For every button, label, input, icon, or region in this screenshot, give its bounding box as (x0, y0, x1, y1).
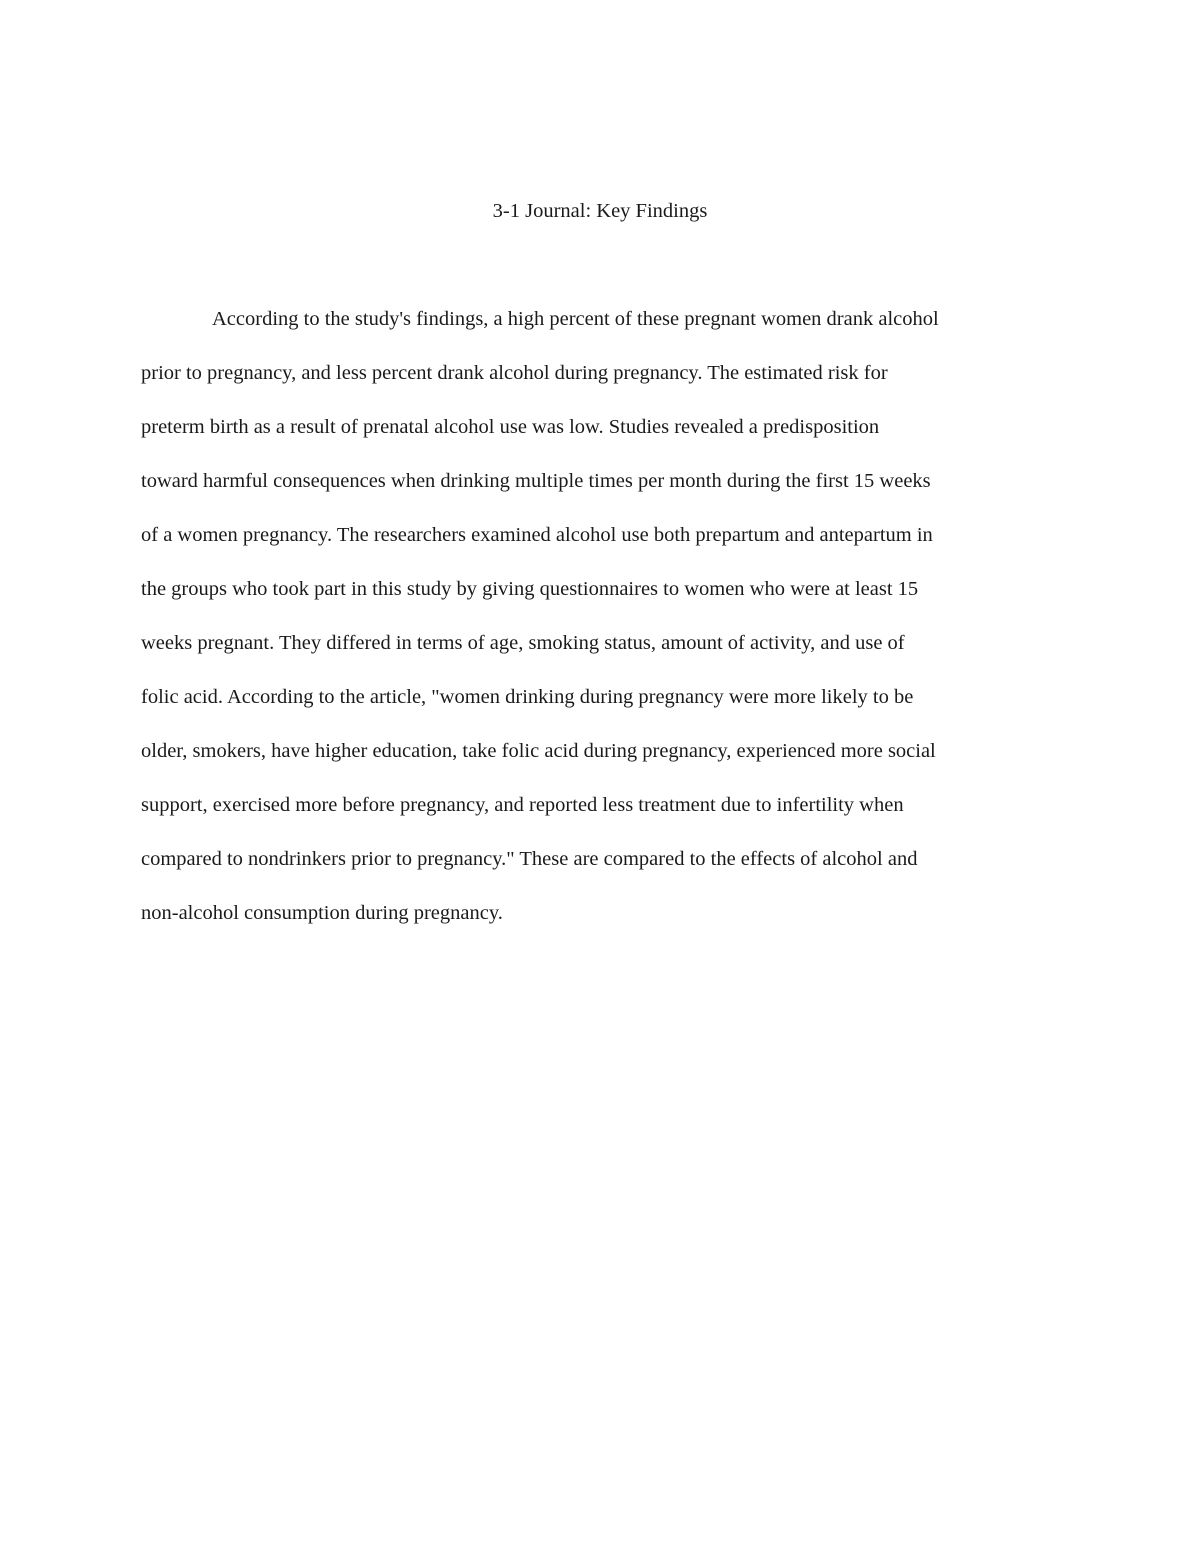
paragraph-line: compared to nondrinkers prior to pregnancy." These are compared to the effects of alcohol and (141, 848, 918, 870)
paragraph-line: According to the study's findings, a high percent of these pregnant women drank alcohol (212, 308, 939, 330)
paragraph-line: of a women pregnancy. The researchers examined alcohol use both prepartum and antepartum in (141, 524, 933, 546)
paragraph-line: non-alcohol consumption during pregnancy. (141, 902, 503, 924)
paragraph-line: support, exercised more before pregnancy, and reported less treatment due to infertility when (141, 794, 904, 816)
paragraph-line: folic acid. According to the article, "women drinking during pregnancy were more likely to be (141, 686, 914, 708)
document-title: 3-1 Journal: Key Findings (492, 200, 708, 222)
paragraph-line: preterm birth as a result of prenatal alcohol use was low. Studies revealed a predisposition (141, 416, 880, 438)
paragraph-line: older, smokers, have higher education, take folic acid during pregnancy, experienced more social (141, 740, 936, 762)
paragraph-line: weeks pregnant. They differed in terms of age, smoking status, amount of activity, and use of (141, 632, 905, 654)
paragraph-line: the groups who took part in this study by giving questionnaires to women who were at least 15 (141, 578, 919, 600)
paragraph-line: toward harmful consequences when drinking multiple times per month during the first 15 weeks (141, 470, 931, 492)
paragraph-line: prior to pregnancy, and less percent drank alcohol during pregnancy. The estimated risk for (141, 362, 888, 384)
